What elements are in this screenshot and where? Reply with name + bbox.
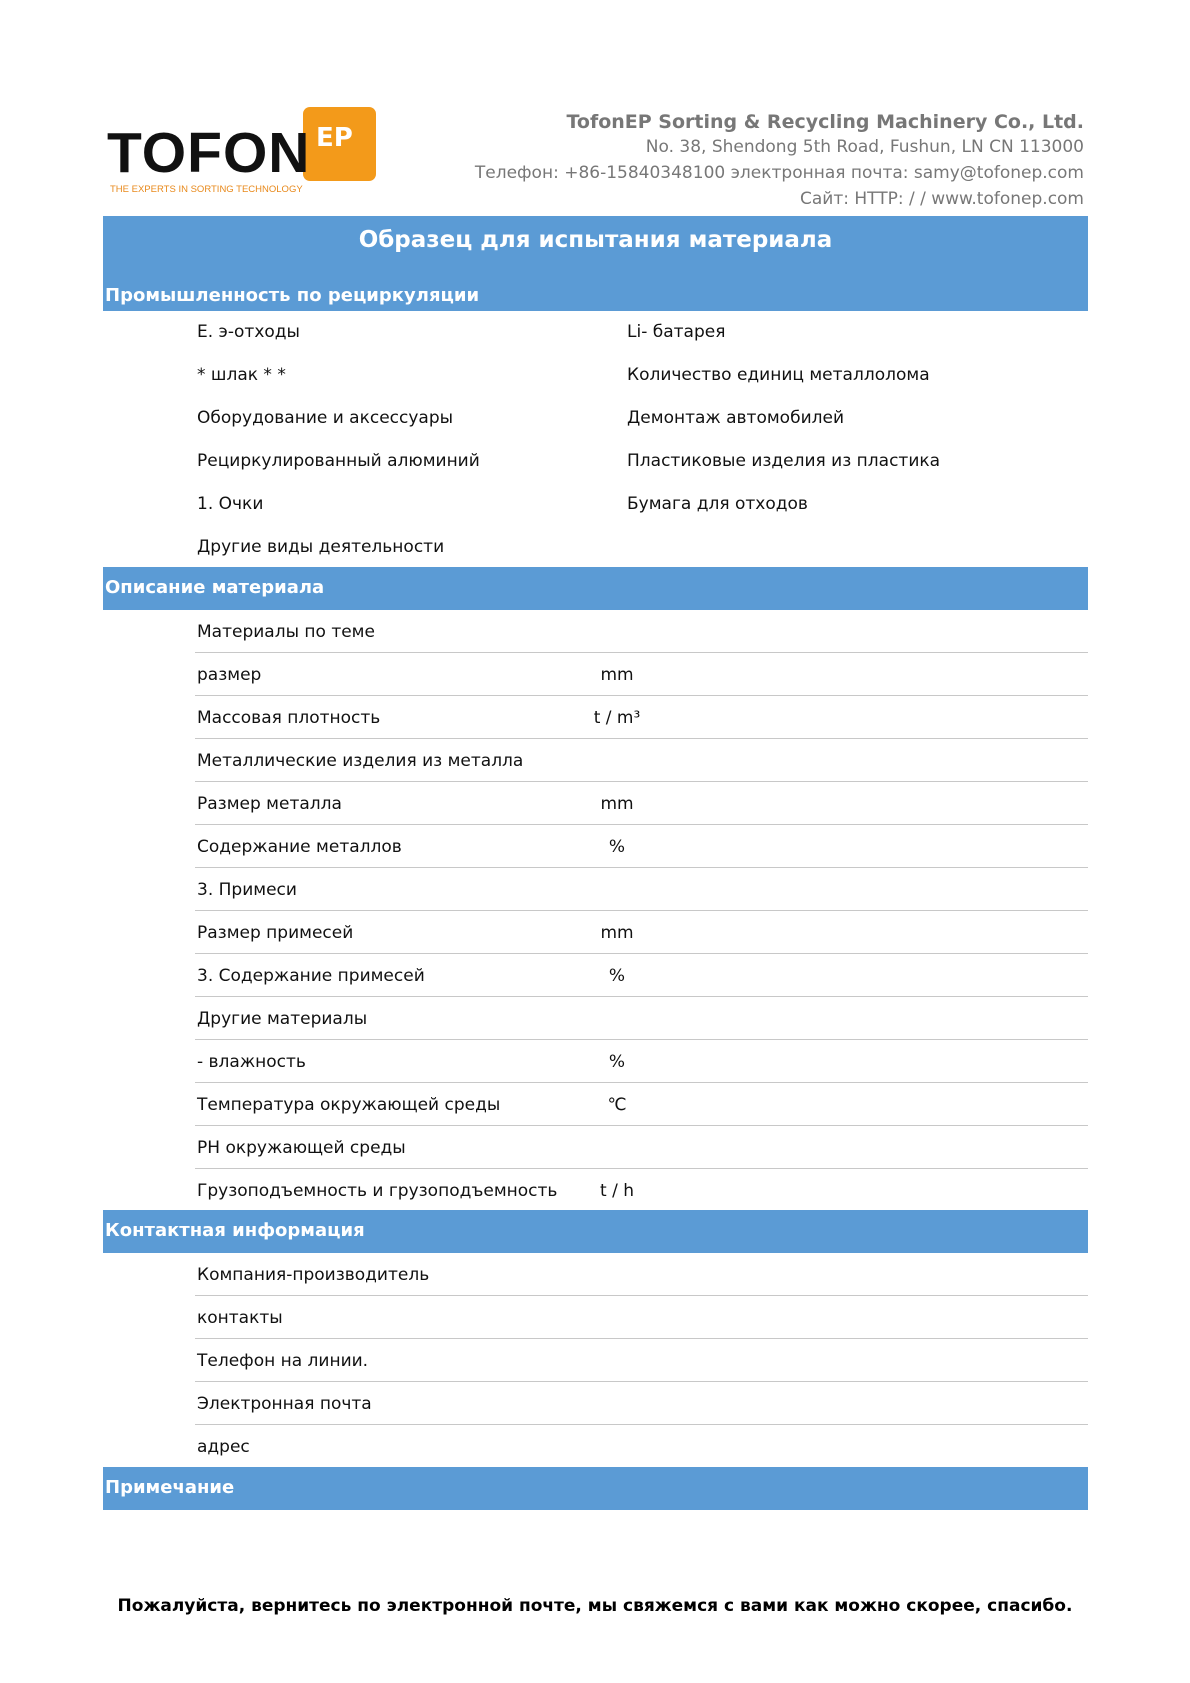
material-row-unit: mm: [600, 923, 634, 943]
section-heading-contact: Контактная информация: [105, 1220, 365, 1241]
row-divider: [195, 1381, 1088, 1382]
industry-option: Рециркулированный алюминий: [197, 451, 480, 471]
material-row-label: - влажность: [197, 1052, 306, 1072]
material-row-label: Массовая плотность: [197, 708, 381, 728]
row-divider: [195, 867, 1088, 868]
company-site: Сайт: HTTP: / / www.tofonep.com: [799, 189, 1084, 209]
material-row-unit: %: [608, 837, 626, 857]
section-band-contact: [103, 1210, 1088, 1253]
company-header: [475, 110, 1084, 212]
material-row-label: Размер примесей: [197, 923, 354, 943]
section-heading-note: Примечание: [105, 1477, 235, 1498]
material-row-unit: mm: [600, 665, 634, 685]
industry-option: Количество единиц металлолома: [627, 365, 930, 385]
row-divider: [195, 1082, 1088, 1083]
contact-row-label: Телефон на линии.: [197, 1351, 369, 1371]
material-row-unit: t / m³: [593, 708, 641, 728]
logo-tagline: THE EXPERTS IN SORTING TECHNOLOGY: [110, 184, 303, 195]
material-row-label: размер: [197, 665, 262, 685]
company-address: No. 38, Shendong 5th Road, Fushun, LN CN 113000: [645, 137, 1084, 157]
contact-row-label: Компания-производитель: [197, 1265, 430, 1285]
material-row-label: Температура окружающей среды: [197, 1095, 501, 1115]
section-band-material: [103, 567, 1088, 610]
row-divider: [195, 1295, 1088, 1296]
row-divider: [195, 738, 1088, 739]
row-divider: [195, 824, 1088, 825]
material-row-label: Размер металла: [197, 794, 342, 814]
company-contact: Телефон: +86-15840348100 электронная почта: samy@tofonep.com: [474, 163, 1084, 183]
contact-row-label: Электронная почта: [197, 1394, 372, 1414]
footer-note: Пожалуйста, вернитесь по электронной почте, мы свяжемся с вами как можно скорее, спасибо.: [117, 1596, 1073, 1616]
section-heading-industry: Промышленность по рециркуляции: [105, 285, 480, 306]
industry-option: 1. Очки: [197, 494, 264, 514]
material-row-label: 3. Содержание примесей: [197, 966, 425, 986]
form-title: Образец для испытания материала: [358, 227, 833, 253]
material-row-label: Другие материалы: [197, 1009, 368, 1029]
contact-row-label: адрес: [197, 1437, 250, 1457]
tofon-logo: [104, 107, 376, 193]
material-row-unit: %: [608, 1052, 626, 1072]
industry-option: Li- батарея: [627, 322, 726, 342]
industry-option: Пластиковые изделия из пластика: [627, 451, 941, 471]
logo-wordmark: TOFON: [107, 121, 311, 185]
industry-option: Другие виды деятельности: [197, 537, 445, 557]
material-row-unit: t / h: [600, 1181, 634, 1201]
material-row-label: Содержание металлов: [197, 837, 402, 857]
industry-option: Бумага для отходов: [627, 494, 808, 514]
material-row-label: Металлические изделия из металла: [197, 751, 524, 771]
row-divider: [195, 781, 1088, 782]
material-row-label: Грузоподъемность и грузоподъемность: [197, 1181, 558, 1201]
form-title-bar: [103, 216, 1088, 311]
row-divider: [195, 1424, 1088, 1425]
material-row-unit: mm: [600, 794, 634, 814]
contact-row-label: контакты: [197, 1308, 283, 1328]
row-divider: [195, 996, 1088, 997]
material-row-unit: ℃: [607, 1095, 627, 1115]
section-band-note: [103, 1467, 1088, 1510]
company-name: TofonEP Sorting & Recycling Machinery Co., Ltd.: [566, 111, 1084, 133]
material-row-label: Материалы по теме: [197, 622, 375, 642]
row-divider: [195, 1039, 1088, 1040]
row-divider: [195, 1168, 1088, 1169]
row-divider: [195, 1125, 1088, 1126]
material-row-label: 3. Примеси: [197, 880, 297, 900]
row-divider: [195, 910, 1088, 911]
industry-option: Демонтаж автомобилей: [627, 408, 844, 428]
row-divider: [195, 652, 1088, 653]
industry-option: E. э-отходы: [197, 322, 300, 342]
material-row-label: PH окружающей среды: [197, 1138, 406, 1158]
row-divider: [195, 1338, 1088, 1339]
industry-option: Оборудование и аксессуары: [197, 408, 454, 428]
logo-ep-text: EP: [316, 123, 353, 153]
industry-option: * шлак * *: [197, 365, 286, 385]
row-divider: [195, 953, 1088, 954]
row-divider: [195, 695, 1088, 696]
material-row-unit: %: [608, 966, 626, 986]
section-heading-material: Описание материала: [105, 577, 325, 598]
